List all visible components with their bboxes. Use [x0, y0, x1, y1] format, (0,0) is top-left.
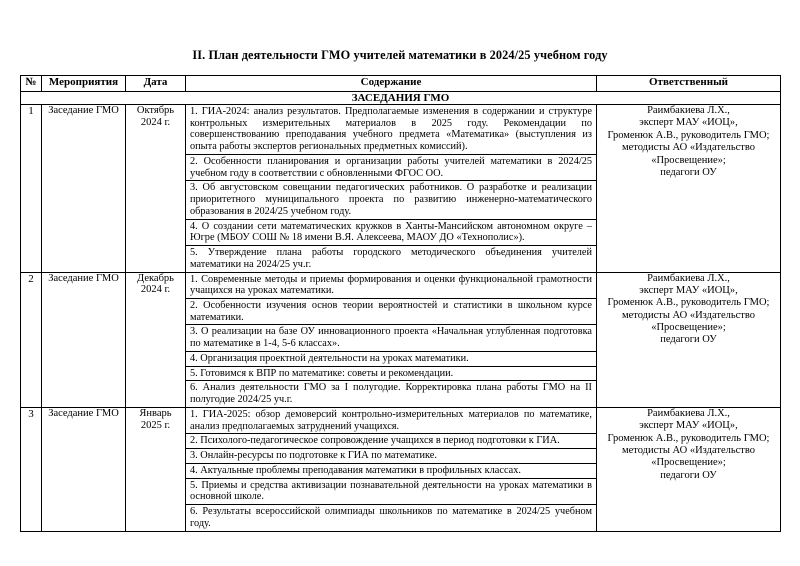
content-item-text: 4. Актуальные проблемы преподавания математики в профильных классах.: [186, 463, 596, 478]
row-number: 3: [21, 407, 42, 531]
plan-table: [20, 75, 781, 532]
content-item: [186, 273, 596, 299]
row-content: [186, 407, 597, 531]
content-item-text: 6. Результаты всероссийской олимпиады школьников по математике в 2024/25 учебном году.: [190, 506, 592, 529]
row-date-year: 2024 г.: [140, 284, 171, 296]
table-row: [21, 407, 781, 531]
content-item-text: 3. Об августовском совещании педагогических работников. О разработке и реализации приоритетного муниципального проекта по развитию инженерно-математического образования в 2024/25 учебном году.: [186, 181, 596, 219]
responsible-line: педагоги ОУ: [660, 469, 717, 481]
content-item-text: 5. Утверждение плана работы городского методического объединения учителей математики на 2024/25 уч.г.: [190, 247, 592, 270]
section-band-label: ЗАСЕДАНИЯ ГМО: [21, 92, 781, 105]
row-content: [186, 272, 597, 407]
responsible-line: Раимбакиева Л.Х.,: [647, 272, 730, 284]
content-item-list: [186, 273, 596, 407]
responsible-line: «Просвещение»;: [651, 322, 726, 334]
content-item: [186, 181, 596, 219]
responsible-line: Раимбакиева Л.Х.,: [647, 407, 730, 419]
row-event-name: Заседание ГМО: [42, 105, 126, 273]
row-content: [186, 105, 597, 273]
content-item: [186, 105, 596, 154]
row-event-name: Заседание ГМО: [42, 407, 126, 531]
content-item-text: 2. Особенности планирования и организации работы учителей математики в 2024/25 учебном году в соответствии с обновленными ФГОС ОО.: [186, 154, 596, 180]
content-item-text: 6. Анализ деятельности ГМО за I полугодие. Корректировка плана работы ГМО на II полугодие 2024/25 уч.г.: [190, 382, 592, 406]
content-item: [186, 366, 596, 381]
responsible-line: эксперт МАУ «ИОЦ»,: [639, 420, 738, 432]
column-header-num: №: [21, 76, 42, 92]
content-item-text: 1. ГИА-2025: обзор демоверсий контрольно-измерительных материалов по математике, анализ предполагаемых затруднений учащихся.: [186, 408, 596, 434]
row-responsible: [597, 407, 781, 531]
responsible-line: Громенюк А.В., руководитель ГМО;: [607, 129, 770, 141]
table-header: [21, 76, 781, 92]
content-item: [186, 325, 596, 351]
content-item-text: 1. Современные методы и приемы формирования и оценки функциональной грамотности учащихся на уроках математики.: [186, 273, 596, 299]
content-item: [186, 449, 596, 464]
content-item: [186, 246, 596, 272]
responsible-line: педагоги ОУ: [660, 166, 717, 178]
column-header-resp: Ответственный: [597, 76, 781, 92]
header-row: [21, 76, 781, 92]
content-item: [186, 154, 596, 180]
content-item-text: 1. ГИА-2024: анализ результатов. Предполагаемые изменения в содержании и структуре контрольных измерительных материалов в 2025 году. Рекомендации по совершенствованию преподавания учебного предмета «Математика» (выступления из опыта работы экспертов региональных предметных комиссий).: [186, 105, 596, 154]
responsible-line: Громенюк А.В., руководитель ГМО;: [607, 432, 770, 444]
content-item-text: 5. Приемы и средства активизации познавательной деятельности на уроках математики в основной школе.: [186, 478, 596, 504]
table-body: [21, 92, 781, 532]
content-item: [186, 219, 596, 245]
row-responsible: [597, 105, 781, 273]
responsible-line: методисты АО «Издательство: [621, 309, 756, 321]
content-item-text: 4. О создании сети математических кружков в Ханты-Мансийском автономном округе – Югре (МБОУ СОШ № 18 имени В.Я. Алексеева, МАОУ ДО «Технополис»).: [186, 219, 596, 245]
row-number: 1: [21, 105, 42, 273]
content-item: [186, 505, 596, 531]
responsible-line: методисты АО «Издательство: [621, 445, 756, 457]
row-event-name: Заседание ГМО: [42, 272, 126, 407]
column-header-event: Мероприятия: [42, 76, 126, 92]
responsible-line: педагоги ОУ: [660, 334, 717, 346]
table-row: [21, 272, 781, 407]
row-date: [126, 105, 186, 273]
responsible-line: эксперт МАУ «ИОЦ»,: [639, 284, 738, 296]
content-item-text: 3. О реализации на базе ОУ инновационного проекта «Начальная углубленная подготовка по математике в 1-4, 5-6 классах».: [186, 325, 596, 351]
content-item: [186, 351, 596, 366]
row-number: 2: [21, 272, 42, 407]
section-band-row: [21, 92, 781, 105]
content-item-list: [186, 408, 596, 531]
content-item-list: [186, 105, 596, 272]
row-date-month: Декабрь: [137, 272, 174, 284]
content-item: [186, 463, 596, 478]
page-title: II. План деятельности ГМО учителей математики в 2024/25 учебном году: [192, 48, 608, 62]
row-date-year: 2025 г.: [140, 419, 171, 431]
content-item: [186, 299, 596, 325]
content-item-text: 4. Организация проектной деятельности на уроках математики.: [186, 351, 596, 366]
content-item-text: 2. Особенности изучения основ теории вероятностей и статистики в школьном курсе математики.: [186, 299, 596, 325]
content-item-text: 5. Готовимся к ВПР по математике: советы и рекомендации.: [186, 366, 596, 381]
responsible-line: Раимбакиева Л.Х.,: [647, 105, 730, 116]
table-row: [21, 105, 781, 273]
row-date: [126, 407, 186, 531]
content-item: [186, 434, 596, 449]
responsible-line: эксперт МАУ «ИОЦ»,: [639, 117, 738, 129]
column-header-date: Дата: [126, 76, 186, 92]
content-item: [186, 381, 596, 407]
row-date-month: Октябрь: [136, 105, 175, 116]
responsible-line: методисты АО «Издательство: [621, 142, 756, 154]
row-date-year: 2024 г.: [140, 116, 171, 128]
content-item: [186, 408, 596, 434]
responsible-line: «Просвещение»;: [651, 457, 726, 469]
row-date-month: Январь: [139, 407, 172, 419]
responsible-line: Громенюк А.В., руководитель ГМО;: [607, 297, 770, 309]
content-item: [186, 478, 596, 504]
content-item-text: 3. Онлайн-ресурсы по подготовке к ГИА по математике.: [186, 449, 596, 464]
responsible-line: «Просвещение»;: [651, 154, 726, 166]
content-item-text: 2. Психолого-педагогическое сопровождение учащихся в период подготовки к ГИА.: [186, 434, 596, 449]
column-header-content: Содержание: [186, 76, 597, 92]
row-responsible: [597, 272, 781, 407]
row-date: [126, 272, 186, 407]
